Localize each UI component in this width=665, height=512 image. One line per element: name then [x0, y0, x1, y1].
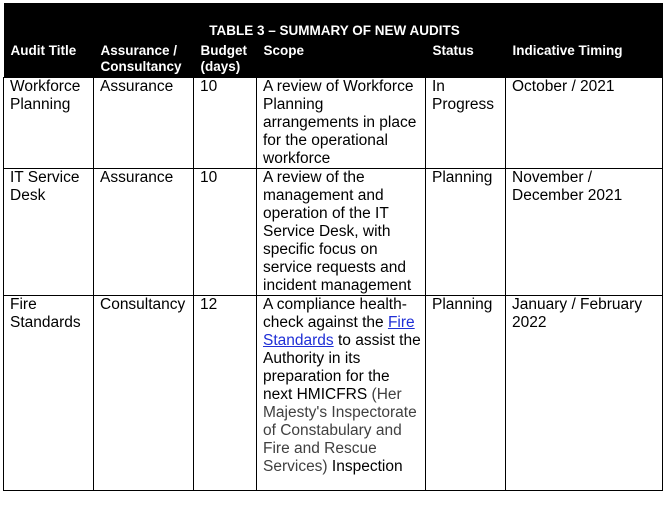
- header-timing: Indicative Timing: [506, 43, 663, 78]
- table-row: [4, 296, 663, 491]
- cell-status: In Progress: [426, 78, 506, 169]
- cell-scope: A review of Workforce Planning arrangements in place for the operational workforce: [257, 78, 426, 169]
- header-budget-line1: Budget: [200, 43, 247, 58]
- cell-timing: January / February 2022: [506, 296, 663, 491]
- header-scope: Scope: [257, 43, 426, 78]
- cell-scope: [257, 296, 426, 491]
- cell-budget: 12: [194, 296, 257, 491]
- cell-title: Fire Standards: [4, 296, 94, 491]
- cell-type: Consultancy: [94, 296, 194, 491]
- header-status: Status: [426, 43, 506, 78]
- scope-text-end: Inspection: [331, 458, 403, 475]
- audits-table: [3, 3, 663, 491]
- table-title-row: [4, 3, 663, 43]
- cell-timing: October / 2021: [506, 78, 663, 169]
- scope-text-paren: (Her Majesty's Inspectorate of Constabulary and Fire and Rescue Services): [263, 386, 417, 475]
- header-assurance-line1: Assurance /: [100, 43, 178, 58]
- cell-scope: A review of the management and operation of the IT Service Desk, with specific focus on service requests and incident management: [257, 169, 426, 296]
- header-budget: [194, 43, 257, 78]
- cell-type: Assurance: [94, 169, 194, 296]
- cell-status: Planning: [426, 169, 506, 296]
- header-assurance-consultancy: [94, 43, 194, 78]
- cell-type: Assurance: [94, 78, 194, 169]
- scope-text-before: A compliance health-check against the: [263, 296, 407, 331]
- cell-timing: November / December 2021: [506, 169, 663, 296]
- header-assurance-line2: Consultancy: [100, 59, 182, 74]
- cell-title: Workforce Planning: [4, 78, 94, 169]
- cell-status: Planning: [426, 296, 506, 491]
- header-row: [4, 43, 663, 78]
- table-row: [4, 169, 663, 296]
- table-title: TABLE 3 – SUMMARY OF NEW AUDITS: [4, 3, 663, 43]
- fire-standards-link[interactable]: Fire Standards: [263, 314, 415, 349]
- scope-text-middle: to assist the Authority in its preparation for the next HMICFRS: [263, 332, 421, 403]
- cell-budget: 10: [194, 78, 257, 169]
- header-budget-line2: (days): [200, 59, 241, 74]
- table-row: [4, 78, 663, 169]
- header-audit-title: Audit Title: [4, 43, 94, 78]
- cell-budget: 10: [194, 169, 257, 296]
- cell-title: IT Service Desk: [4, 169, 94, 296]
